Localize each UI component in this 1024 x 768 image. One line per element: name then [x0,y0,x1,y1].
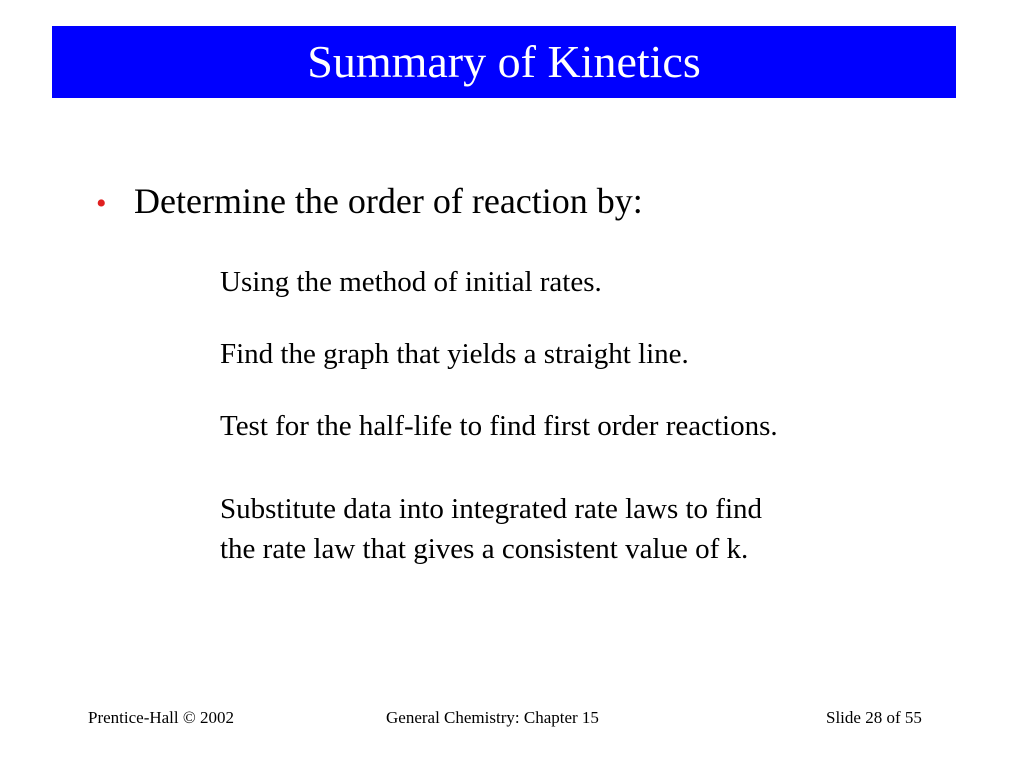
sub-item-integrated-rate-laws [220,489,762,569]
main-bullet-text: Determine the order of reaction by: [134,181,643,221]
sub-item-line: Using the method of initial rates. [220,266,602,298]
slide-title: Summary of Kinetics [307,36,701,87]
footer-chapter: General Chemistry: Chapter 15 [386,708,599,727]
footer-copyright: Prentice-Hall © 2002 [88,708,235,727]
bullet-marker: • [96,187,107,220]
sub-item-line: the rate law that gives a consistent value of k. [220,533,749,565]
slide-title-bar [52,26,956,98]
sub-item-line: Substitute data into integrated rate laws to find [220,493,763,525]
sub-item-initial-rates [220,262,602,302]
sub-item-line: Test for the half-life to find first order reactions. [220,410,778,442]
main-bullet [96,180,643,222]
sub-item-straight-line [220,334,689,374]
footer-slide-number: Slide 28 of 55 [826,708,922,727]
sub-item-half-life [220,406,778,446]
sub-item-line: Find the graph that yields a straight line. [220,338,689,370]
